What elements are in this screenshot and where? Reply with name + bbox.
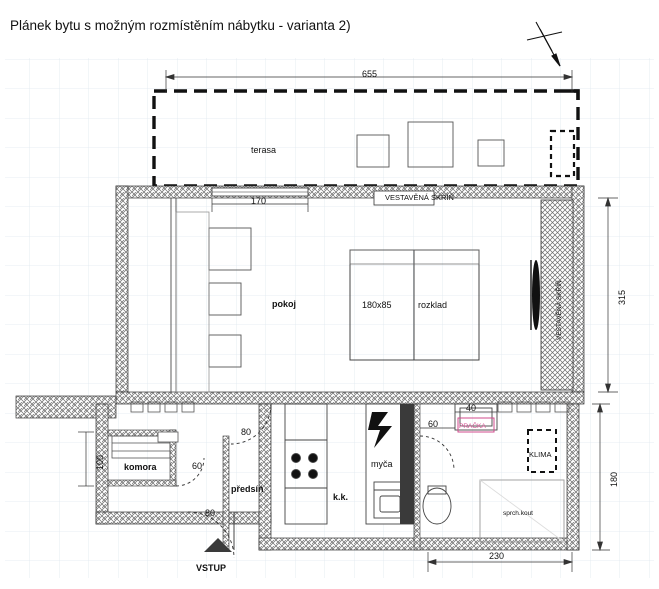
dim-label-60-right: 60 bbox=[428, 419, 439, 429]
dim-label-180: 180 bbox=[609, 471, 619, 487]
furniture-label-aircon: VESTAVĚNÁ SKŘÍŇ bbox=[385, 193, 454, 202]
page-title: Plánek bytu s možným rozmístěním nábytku - varianta 2) bbox=[10, 18, 351, 33]
entrance-label: VSTUP bbox=[196, 563, 227, 573]
furniture-label-sofa-bed: rozklad bbox=[418, 300, 448, 310]
room-label-pokoj: pokoj bbox=[272, 299, 296, 309]
dim-label-170: 170 bbox=[251, 196, 267, 206]
dim-label-655: 655 bbox=[362, 69, 378, 79]
dim-label-60-left: 60 bbox=[192, 461, 203, 471]
room-label-predsin: předsíň bbox=[231, 484, 264, 494]
room-label-sprchkout: sprch.kout bbox=[503, 510, 533, 517]
dim-label-100: 100 bbox=[95, 454, 105, 470]
dim-label-80-top: 80 bbox=[241, 427, 252, 437]
room-label-terasa: terasa bbox=[251, 145, 277, 155]
room-label-kk: k.k. bbox=[333, 492, 349, 502]
furniture-label-dining-table: 180x85 bbox=[362, 300, 392, 310]
furniture-label-dishwasher: myča bbox=[371, 459, 393, 469]
furniture-label-wardrobe: VESTAVĚNÁ SKŘÍŇ bbox=[556, 280, 563, 340]
furniture-label-washing-machine: PRAČKA bbox=[459, 423, 486, 430]
shaft bbox=[400, 404, 414, 524]
furniture-label-boiler: KLIMA bbox=[529, 450, 552, 459]
dim-label-315: 315 bbox=[617, 289, 627, 305]
dim-label-40: 40 bbox=[466, 403, 477, 413]
window-top bbox=[212, 188, 308, 196]
dim-label-230: 230 bbox=[489, 551, 505, 561]
room-label-komora: komora bbox=[124, 462, 157, 472]
dim-label-80-bottom: 80 bbox=[205, 508, 216, 518]
